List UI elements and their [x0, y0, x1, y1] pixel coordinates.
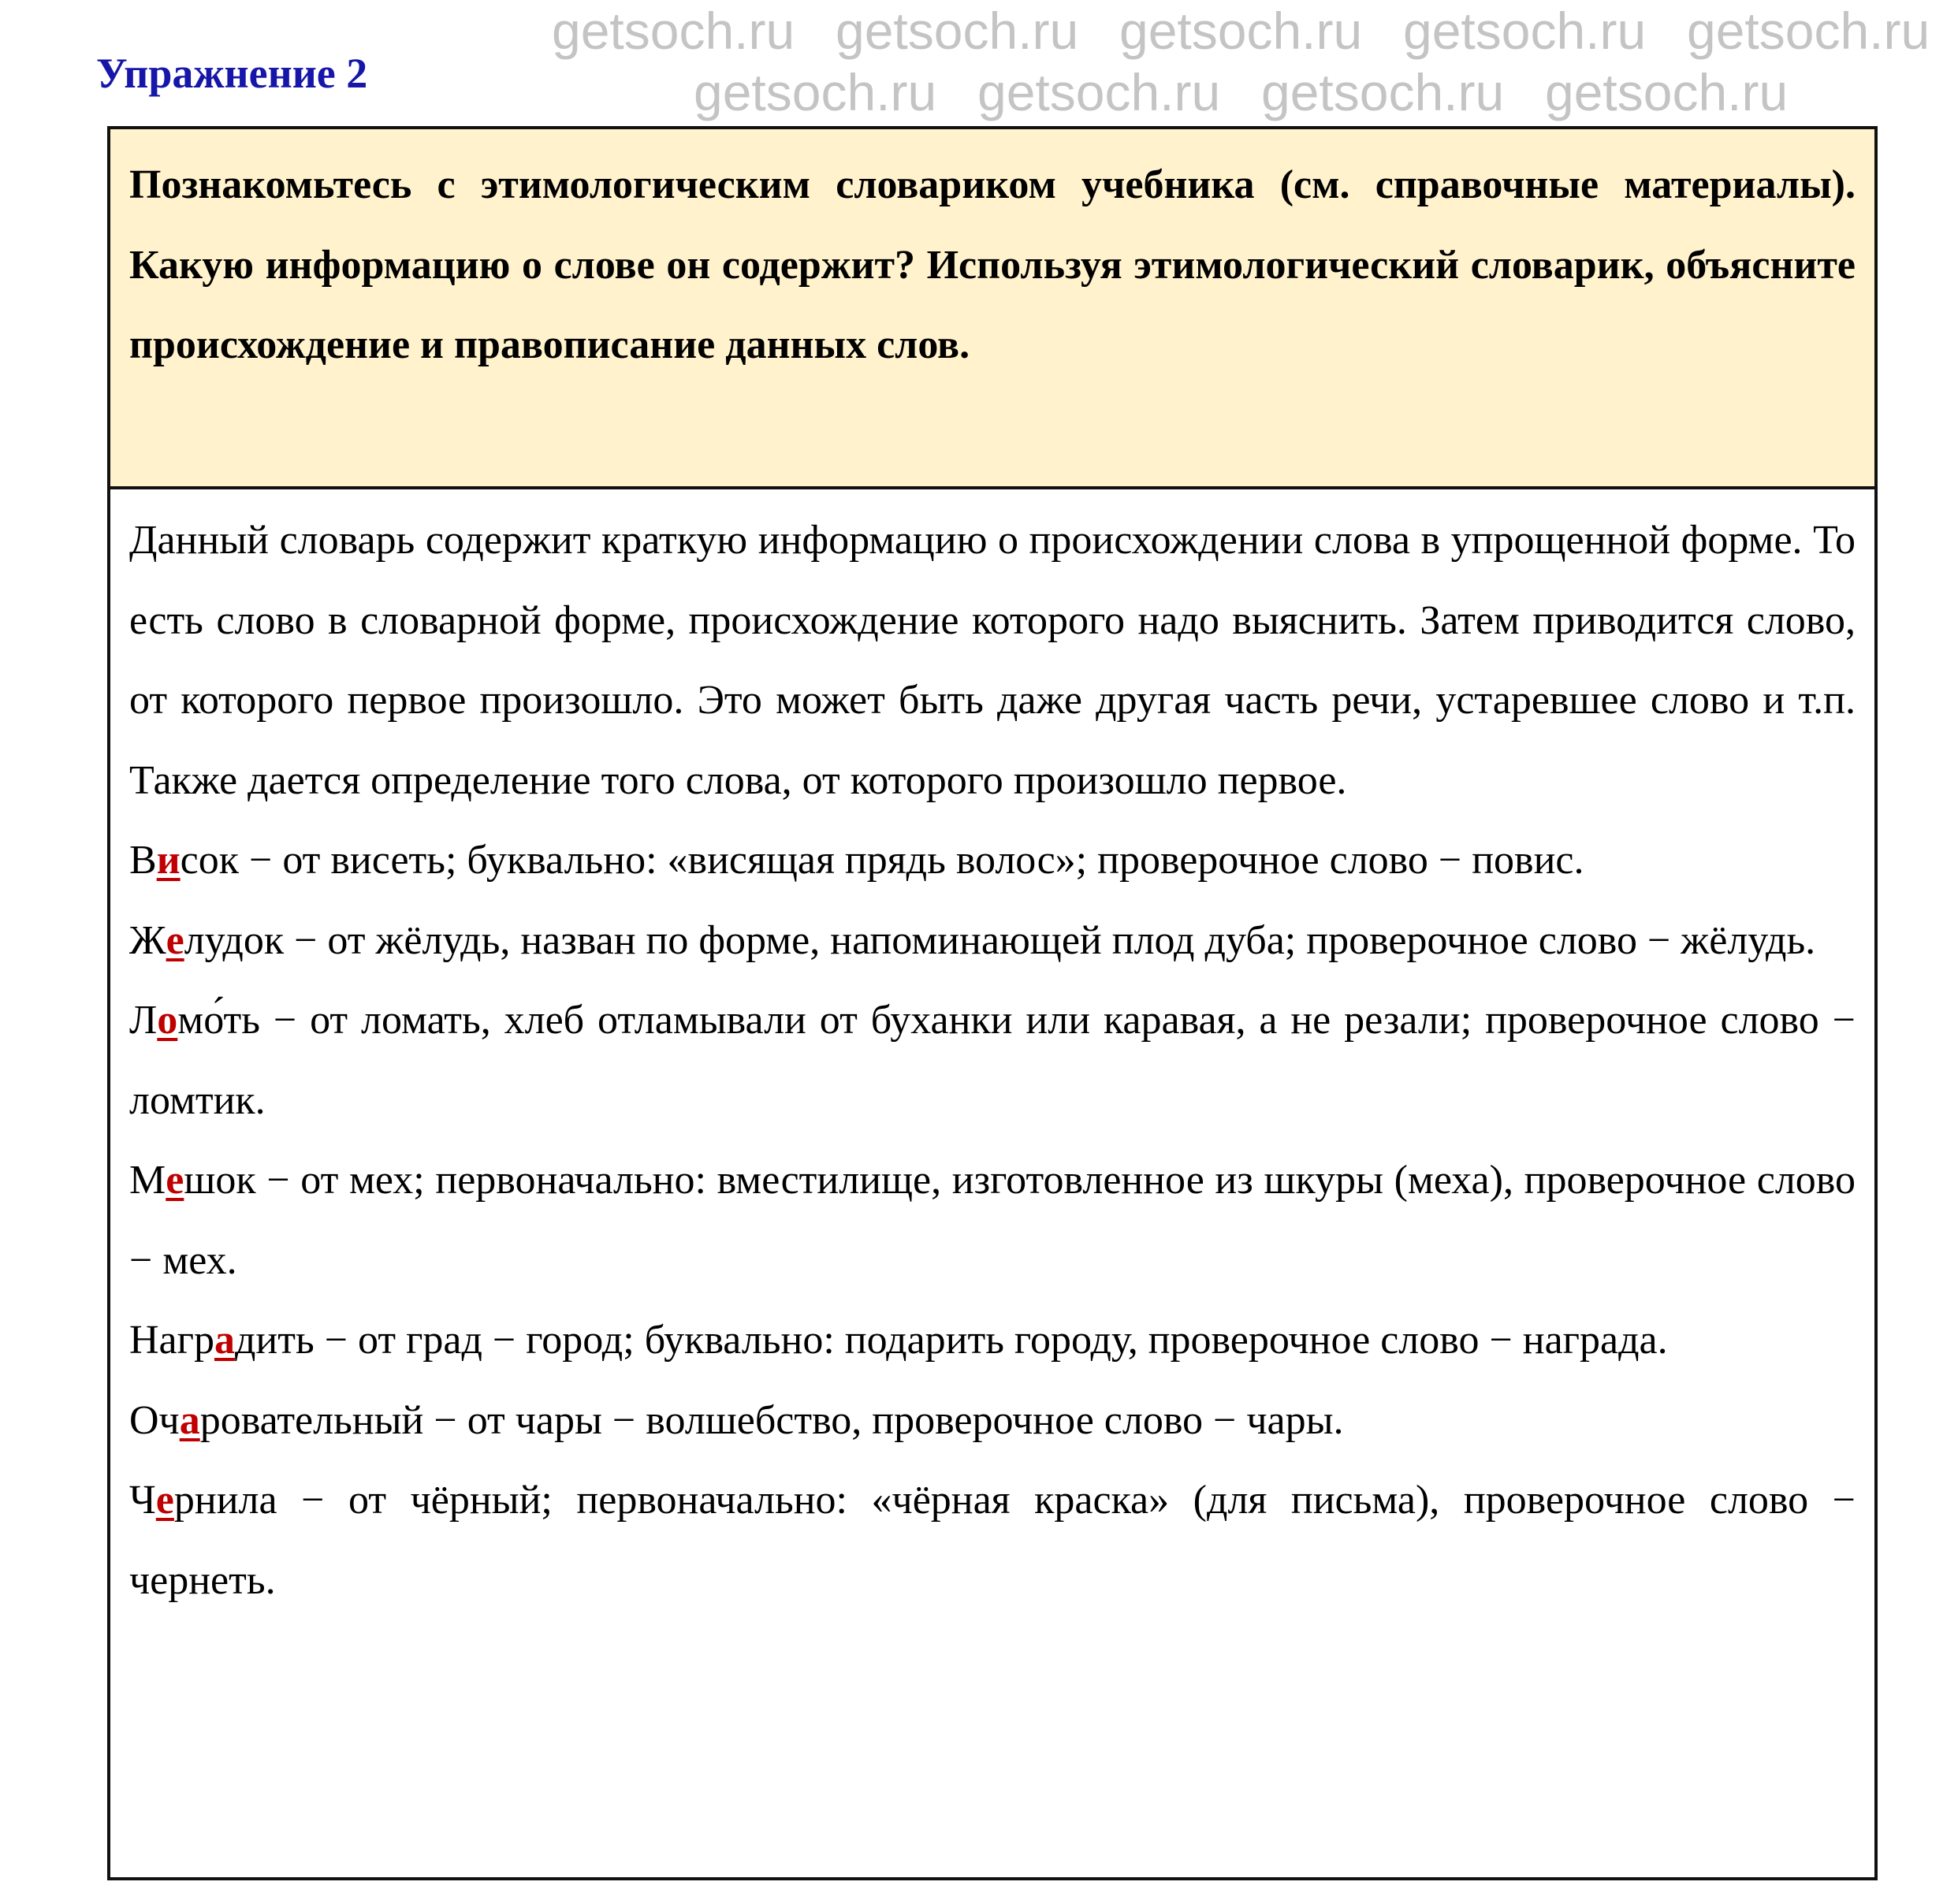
entry-explanation: − от жёлудь, назван по форме, напоминающей плод дуба; проверочное слово − жёлудь. [284, 917, 1816, 963]
watermark: getsoch.ru [1687, 2, 1930, 60]
entry-paragraph [129, 1460, 1856, 1620]
entry-word-start: Ч [129, 1478, 156, 1523]
entry-word-start: Ж [129, 917, 166, 963]
entry-word-start: Оч [129, 1397, 180, 1443]
entry-paragraph [129, 820, 1856, 901]
entry-paragraph [129, 1140, 1856, 1300]
watermark: getsoch.ru [1261, 63, 1505, 121]
entry-paragraph [129, 1381, 1856, 1461]
intro-text: Данный словарь содержит краткую информацию о происхождении слова в упрощенной форме. То есть слово в словарной форме, происхождение которого надо выяснить. Затем приводится слово, от которого первое произошло. Это может быть даже другая часть речи, устаревшее слово и т.п. Также дается определение того слова, от которого произошло первое. [129, 518, 1856, 803]
entry-word-end: дить [234, 1318, 315, 1363]
entry-word-start: В [129, 838, 157, 883]
entry-word-end: лудок [184, 917, 285, 963]
watermark: getsoch.ru [1403, 2, 1647, 60]
task-text: Познакомьтесь с этимологическим словариком учебника (см. справочные материалы). Какую информацию о слове он содержит? Используя этимологический словарик, объясните происхождение и правописание данных слов. [129, 162, 1856, 367]
entry-word-end: шок [184, 1158, 256, 1203]
watermark: getsoch.ru [977, 63, 1221, 121]
entry-word-start: Л [129, 998, 158, 1043]
entry-paragraph [129, 980, 1856, 1140]
entry-list [129, 820, 1856, 1620]
highlighted-letter: о [157, 998, 178, 1043]
entry-explanation: − от град − город; буквально: подарить городу, проверочное слово − награда. [314, 1318, 1668, 1363]
exercise-table [107, 126, 1878, 1880]
entry-paragraph [129, 1300, 1856, 1381]
entry-word-end: ровательный [199, 1397, 424, 1443]
entry-word-end: сок [180, 838, 239, 883]
exercise-heading: Упражнение 2 [96, 50, 368, 97]
watermark: getsoch.ru [836, 2, 1079, 60]
entry-explanation: − от чары − волшебство, проверочное слово − чары. [423, 1397, 1344, 1443]
highlighted-letter: е [166, 917, 184, 963]
entry-explanation: − от мех; первоначально: вместилище, изготовленное из шкуры (меха), проверочное слово − мех. [129, 1158, 1856, 1283]
watermark: getsoch.ru [552, 2, 795, 60]
task-cell [110, 129, 1874, 489]
entry-word-end: рнила [173, 1478, 277, 1523]
entry-explanation: − от висеть; буквально: «висящая прядь волос»; проверочное слово − повис. [239, 838, 1584, 883]
entry-word-start: М [129, 1158, 166, 1203]
highlighted-letter: е [166, 1158, 184, 1203]
watermark: getsoch.ru [694, 63, 937, 121]
entry-word-end: мо́ть [177, 998, 260, 1043]
highlighted-letter: е [155, 1478, 174, 1523]
entry-explanation: − от чёрный; первоначально: «чёрная краска» (для письма), проверочное слово − чернеть. [129, 1478, 1856, 1603]
highlighted-letter: и [156, 838, 181, 883]
answer-cell [110, 489, 1874, 1620]
highlighted-letter: а [179, 1397, 200, 1443]
entry-explanation: − от ломать, хлеб отламывали от буханки или каравая, а не резали; проверочное слово − ломтик. [129, 998, 1856, 1123]
watermark: getsoch.ru [1119, 2, 1363, 60]
watermark: getsoch.ru [1545, 63, 1789, 121]
entry-paragraph [129, 901, 1856, 981]
highlighted-letter: а [214, 1318, 235, 1363]
entry-word-start: Нагр [129, 1318, 214, 1363]
